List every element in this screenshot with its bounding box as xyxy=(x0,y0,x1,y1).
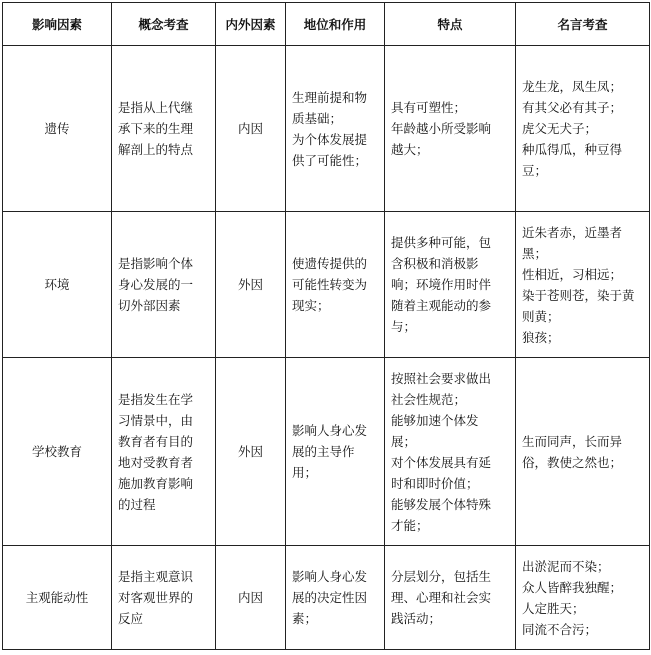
cell-quotes xyxy=(516,358,650,546)
cell-features-line: 具有可塑性； xyxy=(391,100,467,115)
cell-role-line: 用； xyxy=(292,465,318,480)
cell-quotes xyxy=(516,546,650,650)
cell-role xyxy=(286,46,385,212)
cell-concept-line: 是指主观意识 xyxy=(118,569,194,584)
cell-features-line: 才能； xyxy=(391,517,429,533)
cell-quotes xyxy=(516,46,650,212)
cell-role-line: 素； xyxy=(292,611,318,626)
cell-concept-line: 施加教育影响 xyxy=(118,475,194,491)
cell-concept-line: 切外部因素 xyxy=(118,298,181,313)
cell-quotes-line: 则黄； xyxy=(522,308,560,324)
cell-features-line: 践活动； xyxy=(391,611,442,626)
cell-features-line: 能够发展个体特殊 xyxy=(391,496,492,512)
cell-features xyxy=(385,358,516,546)
cell-concept-line: 教育者有目的 xyxy=(118,433,194,449)
cell-role-line: 质基础； xyxy=(292,110,343,126)
cell-inout: 内因 xyxy=(216,546,286,650)
cell-features-line: 年龄越小所受影响 xyxy=(391,121,492,136)
cell-factor: 主观能动性 xyxy=(3,546,112,650)
cell-features-line: 对个体发展具有延 xyxy=(391,454,492,470)
cell-quotes-line: 有其父必有其子； xyxy=(522,100,623,115)
cell-role-line: 影响人身心发 xyxy=(292,423,368,438)
cell-quotes-line: 俗，教使之然也； xyxy=(522,454,623,470)
cell-features-line: 与； xyxy=(391,319,417,334)
header-features: 特点 xyxy=(385,3,516,46)
cell-concept-line: 对客观世界的 xyxy=(118,590,194,605)
cell-concept-line: 解剖上的特点 xyxy=(118,142,194,157)
cell-features-line: 能够加速个体发 xyxy=(391,412,479,428)
cell-features-line: 按照社会要求做出 xyxy=(391,370,492,386)
cell-quotes-line: 龙生龙，凤生凤； xyxy=(522,79,623,94)
cell-quotes-line: 近朱者赤，近墨者 xyxy=(522,224,623,240)
cell-role xyxy=(286,546,385,650)
cell-features-line: 越大； xyxy=(391,142,429,157)
cell-quotes-line: 虎父无犬子； xyxy=(522,121,598,136)
cell-concept xyxy=(112,546,216,650)
cell-features-line: 展； xyxy=(391,433,417,449)
cell-quotes-line: 种瓜得瓜，种豆得 xyxy=(522,142,623,157)
cell-quotes-line: 狼孩； xyxy=(522,329,560,345)
cell-features-line: 提供多种可能，包 xyxy=(391,235,492,250)
cell-role-line: 供了可能性； xyxy=(292,152,368,168)
cell-features-line: 社会性规范； xyxy=(391,391,467,407)
table-row xyxy=(3,212,650,358)
cell-features-line: 响；环境作用时伴 xyxy=(391,277,492,292)
cell-concept xyxy=(112,358,216,546)
header-quotes: 名言考查 xyxy=(516,3,650,46)
cell-quotes-line: 豆； xyxy=(522,163,548,178)
cell-features-line: 时和即时价值； xyxy=(391,475,479,491)
cell-concept-line: 身心发展的一 xyxy=(118,277,194,292)
cell-factor: 学校教育 xyxy=(3,358,112,546)
cell-features-line: 理、心理和社会实 xyxy=(391,590,492,605)
cell-role-line: 生理前提和物 xyxy=(292,89,368,105)
cell-concept-line: 习情景中，由 xyxy=(118,412,194,428)
cell-concept-line: 是指发生在学 xyxy=(118,391,194,407)
cell-features-line: 分层划分，包括生 xyxy=(391,569,492,584)
cell-concept xyxy=(112,212,216,358)
cell-role-line: 展的决定性因 xyxy=(292,590,368,605)
cell-role-line: 使遗传提供的 xyxy=(292,256,368,271)
cell-quotes-line: 众人皆醉我独醒； xyxy=(522,579,623,595)
cell-role-line: 影响人身心发 xyxy=(292,569,368,584)
table-row xyxy=(3,546,650,650)
cell-concept-line: 的过程 xyxy=(118,496,156,512)
cell-concept-line: 反应 xyxy=(118,611,144,626)
cell-quotes-line: 性相近，习相远； xyxy=(522,266,623,282)
cell-factor: 遗传 xyxy=(3,46,112,212)
cell-concept-line: 承下来的生理 xyxy=(118,121,194,136)
cell-quotes-line: 同流不合污； xyxy=(522,621,598,637)
cell-quotes-line: 黑； xyxy=(522,245,548,261)
cell-role-line: 为个体发展提 xyxy=(292,131,368,147)
cell-features xyxy=(385,546,516,650)
cell-factor: 环境 xyxy=(3,212,112,358)
cell-concept-line: 是指从上代继 xyxy=(118,100,194,115)
cell-inout: 内因 xyxy=(216,46,286,212)
cell-role xyxy=(286,358,385,546)
table-body xyxy=(3,46,650,650)
factors-table xyxy=(2,2,650,650)
cell-quotes-line: 出淤泥而不染； xyxy=(522,558,610,574)
cell-inout: 外因 xyxy=(216,358,286,546)
header-row xyxy=(3,3,650,46)
cell-quotes-line: 染于苍则苍，染于黄 xyxy=(522,287,635,303)
cell-inout: 外因 xyxy=(216,212,286,358)
header-role: 地位和作用 xyxy=(286,3,385,46)
cell-features-line: 随着主观能动的参 xyxy=(391,298,492,313)
cell-quotes-line: 生而同声，长而异 xyxy=(522,433,623,449)
cell-features-line: 含积极和消极影 xyxy=(391,256,479,271)
header-factor: 影响因素 xyxy=(3,3,112,46)
header-concept: 概念考查 xyxy=(112,3,216,46)
cell-quotes-line: 人定胜天； xyxy=(522,600,585,616)
cell-concept xyxy=(112,46,216,212)
cell-concept-line: 地对受教育者 xyxy=(118,454,194,470)
table-row xyxy=(3,46,650,212)
cell-role-line: 现实； xyxy=(292,298,330,313)
cell-role xyxy=(286,212,385,358)
cell-features xyxy=(385,46,516,212)
cell-features xyxy=(385,212,516,358)
cell-quotes xyxy=(516,212,650,358)
cell-concept-line: 是指影响个体 xyxy=(118,256,194,271)
cell-role-line: 可能性转变为 xyxy=(292,277,368,292)
table-row xyxy=(3,358,650,546)
cell-role-line: 展的主导作 xyxy=(292,444,355,459)
header-inout: 内外因素 xyxy=(216,3,286,46)
